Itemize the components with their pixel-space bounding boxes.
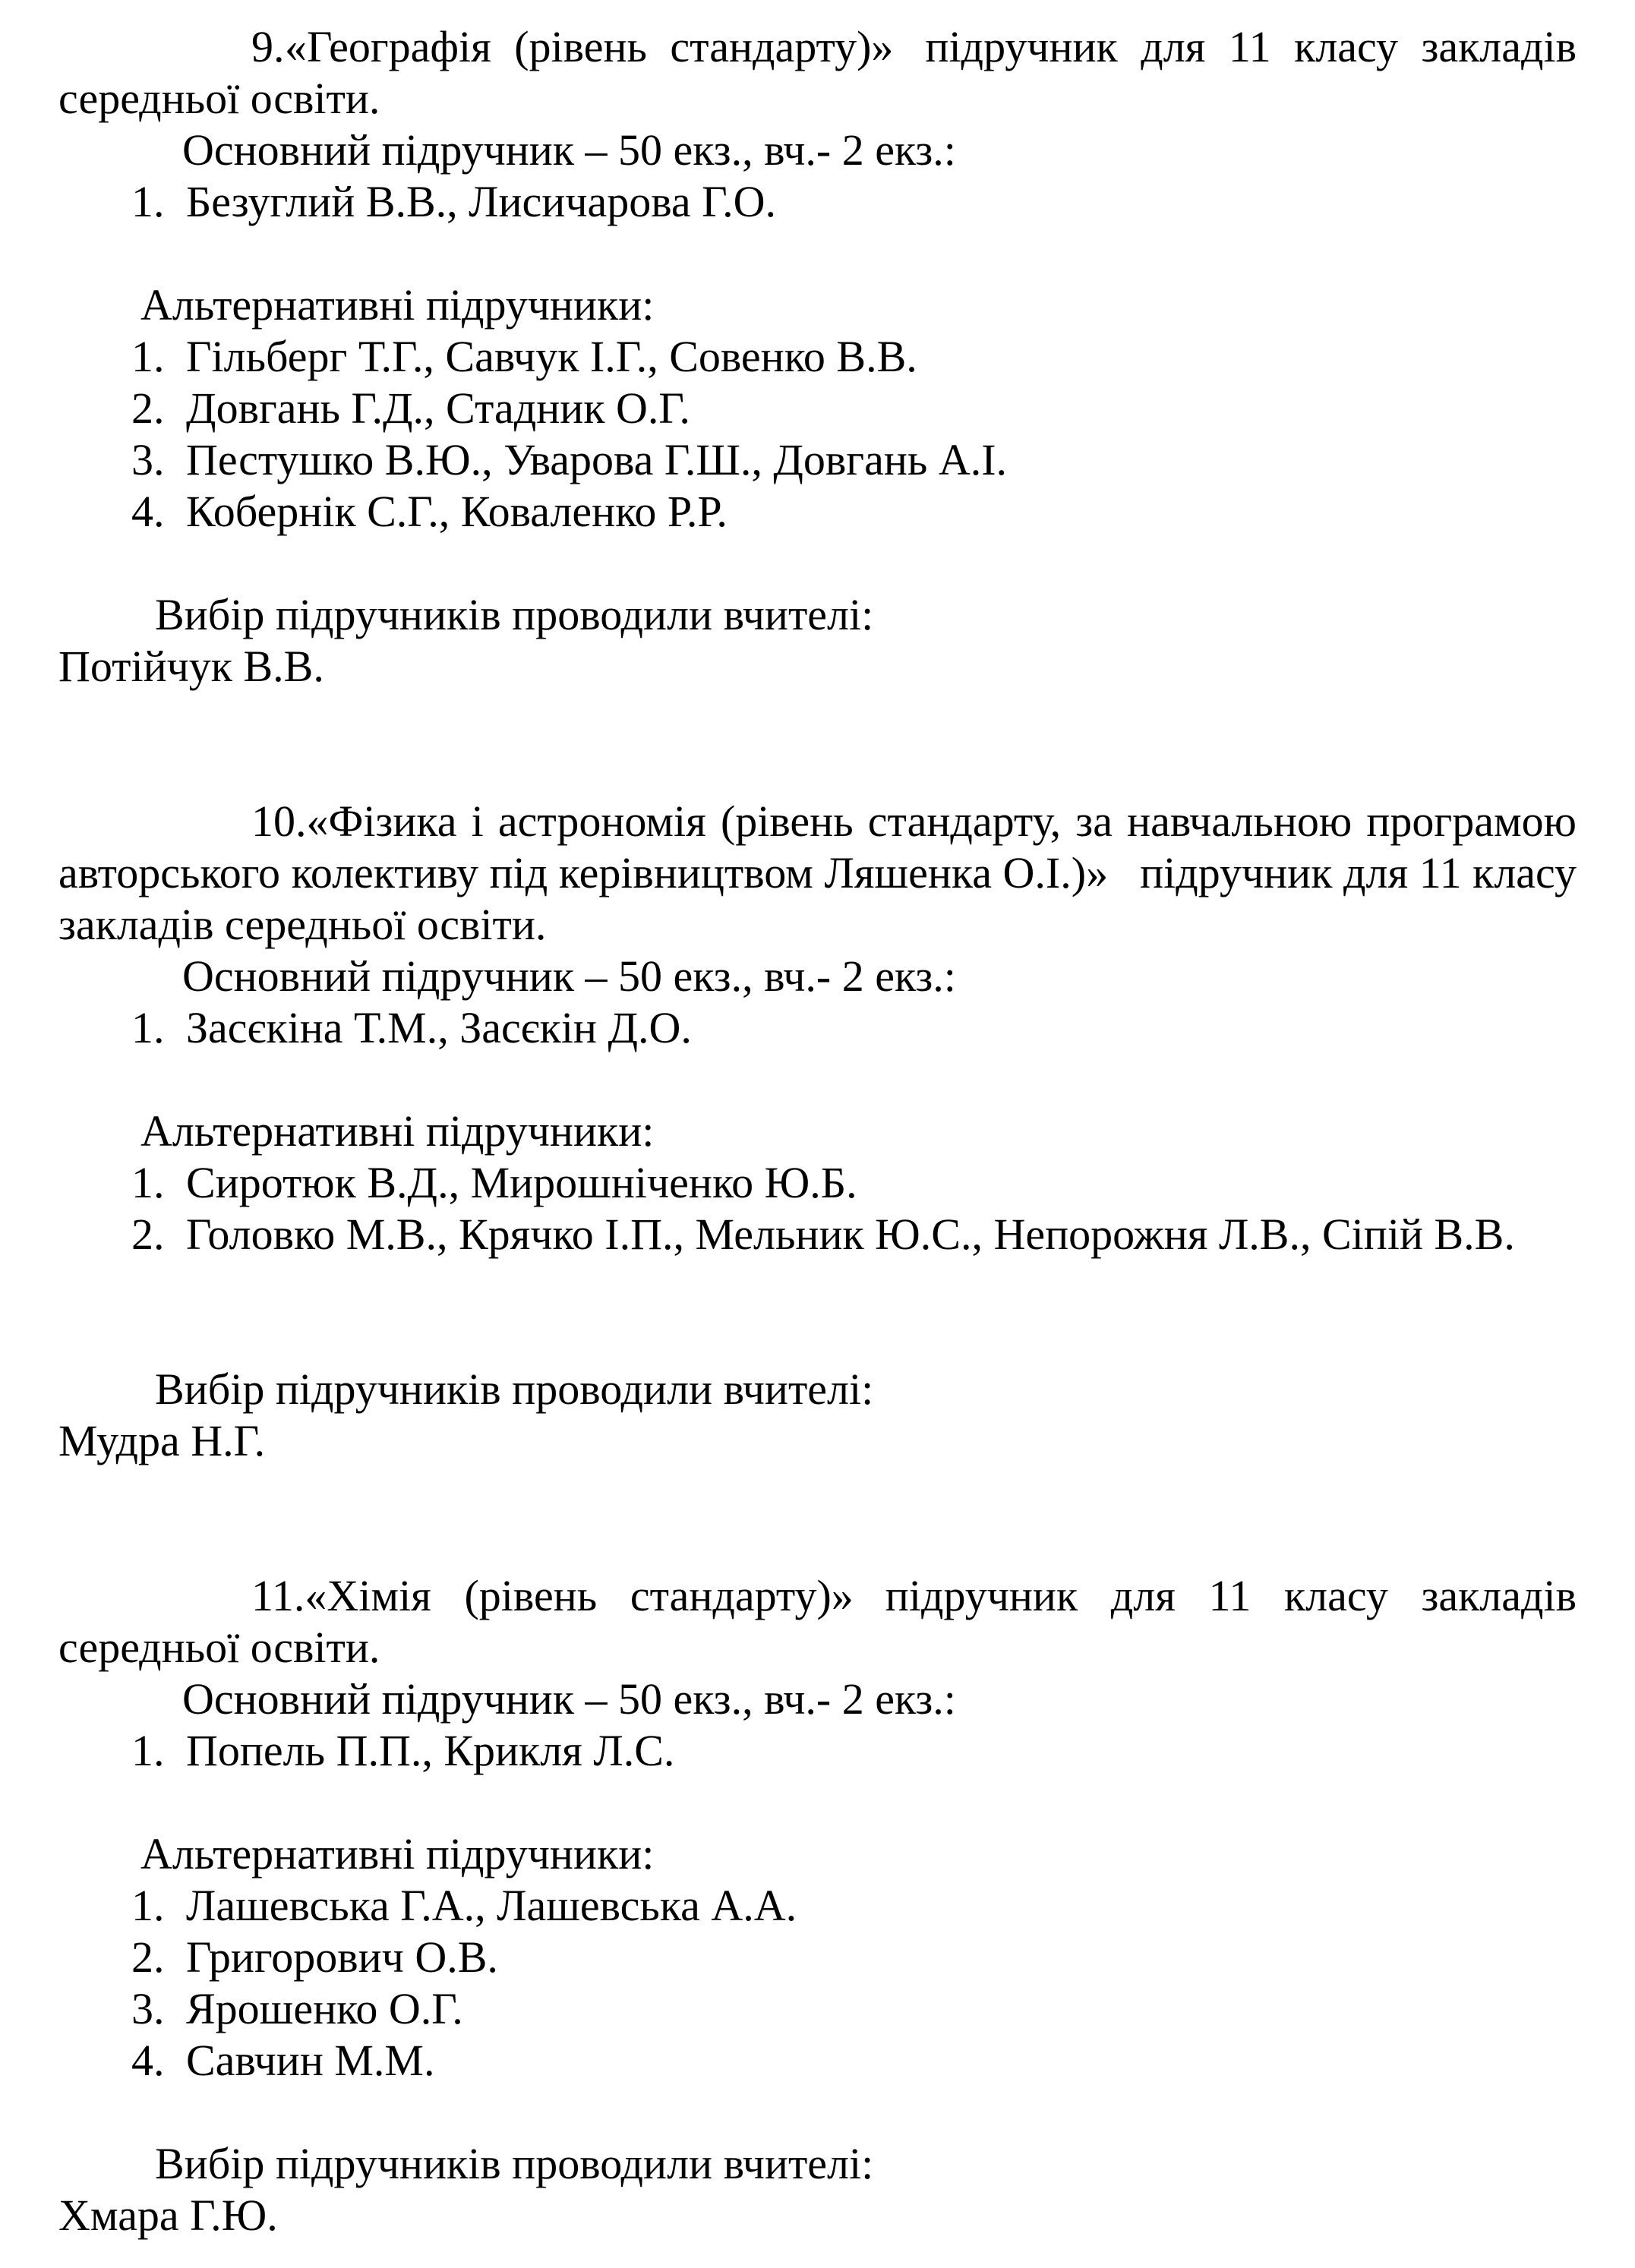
author-names: Безуглий В.В., Лисичарова Г.О. [186, 177, 776, 226]
section-geography [58, 21, 1577, 692]
main-textbook-label: Основний підручник – 50 екз., вч.- 2 екз.: [182, 951, 956, 1001]
list-number: 3. [131, 435, 165, 484]
alt-author-item [58, 1880, 1577, 1932]
main-author-item [58, 1725, 1577, 1777]
section-number: 9. [251, 22, 285, 71]
blank-line [58, 1054, 1577, 1106]
teachers-choice-label: Вибір підручників проводили вчителі: [155, 1364, 874, 1414]
alt-author-item [58, 383, 1577, 434]
author-names: Попель П.П., Крикля Л.С. [186, 1726, 675, 1775]
blank-line [58, 1777, 1577, 1828]
blank-line [58, 2087, 1577, 2138]
teacher-name: Потійчук В.В. [58, 642, 324, 691]
author-names: Григорович О.В. [186, 1932, 498, 1982]
book-title: «Фізика і астрономія (рівень стандарту, за навчальною програмою авторського колективу під керівництвом Ляшенка О.І.)» [58, 796, 1577, 897]
list-number: 1. [131, 332, 165, 381]
author-names: Головко М.В., Крячко І.П., Мельник Ю.С., Непорожня Л.В., Сіпій В.В. [186, 1210, 1515, 1259]
main-textbook-label: Основний підручник – 50 екз., вч.- 2 екз.: [182, 1674, 956, 1724]
teachers-choice-label: Вибір підручників проводили вчителі: [155, 2139, 874, 2188]
list-number: 3. [131, 1984, 165, 2033]
alt-textbooks-label: Альтернативні підручники: [140, 1106, 655, 1156]
alt-textbooks-label: Альтернативні підручники: [140, 280, 655, 330]
heading-rest: підручник для 11 класу закладів середньої освіти. [58, 848, 1577, 949]
alt-author-item [58, 1209, 1577, 1260]
heading-rest: підручник для 11 класу закладів середньої освіти. [58, 22, 1577, 123]
author-names: Пестушко В.Ю., Уварова Г.Ш., Довгань А.І. [186, 435, 1008, 484]
list-number: 1. [131, 177, 165, 226]
alt-author-item [58, 331, 1577, 383]
list-number: 4. [131, 487, 165, 536]
author-names: Кобернік С.Г., Коваленко Р.Р. [186, 487, 728, 536]
section-gap [58, 1467, 1577, 1570]
list-number: 2. [131, 1932, 165, 1982]
author-names: Лашевська Г.А., Лашевська А.А. [186, 1881, 797, 1930]
main-author-item [58, 1002, 1577, 1054]
author-names: Сиротюк В.Д., Мирошніченко Ю.Б. [186, 1158, 857, 1207]
section-number: 11. [251, 1571, 305, 1620]
author-names: Ярошенко О.Г. [186, 1984, 463, 2033]
section-physics-astronomy [58, 796, 1577, 1467]
blank-line [58, 228, 1577, 279]
author-names: Засєкіна Т.М., Засєкін Д.О. [186, 1003, 692, 1052]
blank-line [58, 538, 1577, 589]
alt-author-item [58, 486, 1577, 538]
alt-author-item [58, 2035, 1577, 2087]
section-heading [58, 21, 1577, 125]
list-number: 1. [131, 1726, 165, 1775]
section-number: 10. [251, 796, 307, 846]
alt-textbooks-label: Альтернативні підручники: [140, 1829, 655, 1878]
section-heading [58, 1570, 1577, 1673]
list-number: 2. [131, 1210, 165, 1259]
book-title: «Географія (рівень стандарту)» [285, 22, 894, 71]
heading-rest: підручник для 11 класу закладів середньої освіти. [58, 1571, 1577, 1672]
list-number: 4. [131, 2036, 165, 2085]
author-names: Савчин М.М. [186, 2036, 435, 2085]
alt-author-item [58, 1157, 1577, 1209]
author-names: Довгань Г.Д., Стадник О.Г. [186, 383, 690, 433]
main-author-item [58, 176, 1577, 228]
teacher-name: Мудра Н.Г. [58, 1416, 266, 1465]
alt-author-item [58, 434, 1577, 486]
teachers-choice-label: Вибір підручників проводили вчителі: [155, 590, 874, 639]
list-number: 1. [131, 1881, 165, 1930]
main-textbook-label: Основний підручник – 50 екз., вч.- 2 екз.: [182, 125, 956, 175]
teacher-name: Хмара Г.Ю. [58, 2191, 278, 2240]
section-heading [58, 796, 1577, 951]
list-number: 1. [131, 1158, 165, 1207]
alt-author-item [58, 1983, 1577, 2035]
author-names: Гільберг Т.Г., Савчук І.Г., Совенко В.В. [186, 332, 917, 381]
section-gap [58, 692, 1577, 796]
blank-lines [58, 1260, 1577, 1364]
list-number: 1. [131, 1003, 165, 1052]
section-chemistry [58, 1570, 1577, 2241]
alt-author-item [58, 1932, 1577, 1983]
list-number: 2. [131, 383, 165, 433]
book-title: «Хімія (рівень стандарту)» [305, 1571, 854, 1620]
